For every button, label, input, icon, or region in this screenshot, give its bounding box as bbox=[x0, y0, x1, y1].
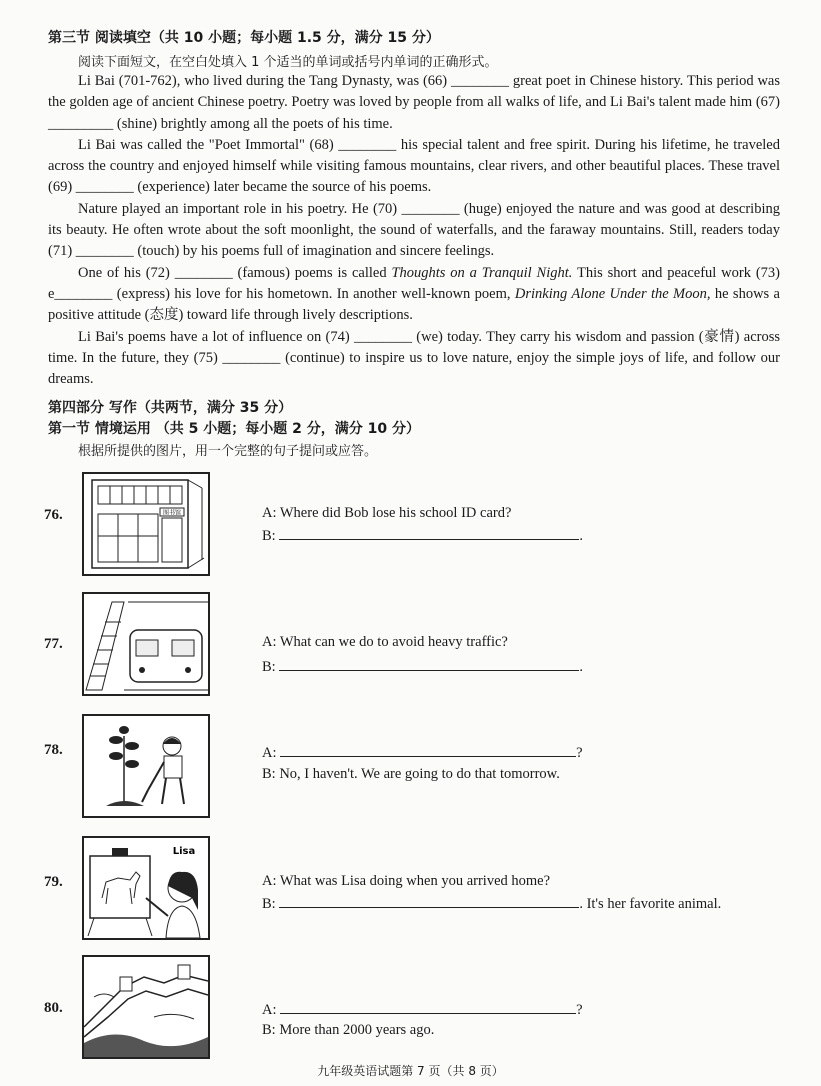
q80-line-b: B: More than 2000 years ago. bbox=[262, 1022, 435, 1038]
q80-line-a: A: ? bbox=[262, 1002, 583, 1018]
passage-paragraph-2: Li Bai was called the "Poet Immortal" (68) ________ his special talent and free spirit. During his lifetime, he traveled across the country and enjoyed himself while visiting famous mountains, clear rivers, and other beautiful places. These travel (69) ________ (experience) later became the source of his poems. bbox=[48, 136, 780, 196]
q79-line-a: A: What was Lisa doing when you arrived home? bbox=[262, 873, 551, 889]
passage-paragraph-5: Li Bai's poems have a lot of influence on (74) ________ (we) today. They carry his wisdom and passion (豪情) across time. In the future, they (75) ________ (continue) to inspire us to love nature, enjoy the simple joys of life, and follow our dreams. bbox=[48, 328, 780, 388]
question-number: 78. bbox=[44, 742, 63, 758]
answer-blank[interactable] bbox=[280, 744, 576, 757]
q78-line-a: A: ? bbox=[262, 745, 583, 761]
section3-instruction: 阅读下面短文，在空白处填入 1 个适当的单词或括号内单词的正确形式。 bbox=[78, 55, 498, 70]
question-number: 79. bbox=[44, 874, 63, 890]
q76-line-a: A: Where did Bob lose his school ID card? bbox=[262, 505, 512, 521]
subway-train-picture bbox=[82, 592, 210, 696]
q76-line-b: B: . bbox=[262, 528, 583, 544]
q78-line-b: B: No, I haven't. We are going to do that tomorrow. bbox=[262, 766, 560, 782]
q77-line-b: B: . bbox=[262, 659, 583, 675]
answer-blank[interactable] bbox=[279, 658, 579, 671]
part4-section1-title: 第一节 情境运用 （共 5 小题；每小题 2 分，满分 10 分） bbox=[48, 421, 420, 437]
tree-planting-picture bbox=[82, 714, 210, 818]
question-number: 77. bbox=[44, 636, 63, 652]
answer-blank[interactable] bbox=[279, 895, 579, 908]
part4-instruction: 根据所提供的图片，用一个完整的句子提问或应答。 bbox=[78, 444, 378, 459]
name-label: Lisa bbox=[172, 846, 196, 857]
q79-line-b: B: . It's her favorite animal. bbox=[262, 896, 722, 912]
passage-paragraph-4: One of his (72) ________ (famous) poems is called Thoughts on a Tranquil Night. This short and peaceful work (73) e________ (express) his love for his hometown. In another well-known poem, Drinking Alone Under the Moon, he shows a positive attitude (态度) toward life through lively descriptions. bbox=[48, 264, 780, 324]
question-number: 80. bbox=[44, 1000, 63, 1016]
reading-passage bbox=[48, 71, 780, 390]
painting-horse-picture bbox=[82, 836, 210, 940]
q77-line-a: A: What can we do to avoid heavy traffic? bbox=[262, 634, 508, 650]
answer-blank[interactable] bbox=[280, 1001, 576, 1014]
poem-title-1: Thoughts on a Tranquil Night. bbox=[391, 264, 573, 281]
answer-blank[interactable] bbox=[279, 527, 579, 540]
passage-paragraph-3: Nature played an important role in his poetry. He (70) ________ (huge) enjoyed the nature and was good at describing its beauty. He often wrote about the soft moonlight, the sound of waterfalls, and the faraway mountains. Still, readers today (71) ________ (touch) by his poems full of imagination and sincere feelings. bbox=[48, 200, 780, 260]
passage-paragraph-1: Li Bai (701-762), who lived during the Tang Dynasty, was (66) ________ great poet in Chinese history. This period was the golden age of ancient Chinese poetry. Poetry was loved by people from all walks of life, and Li Bai's talent made him (67) _________ (shine) brightly among all the poets of his time. bbox=[48, 73, 780, 132]
sign-text: 图书馆 bbox=[162, 509, 182, 517]
library-building-picture bbox=[82, 472, 210, 576]
poem-title-2: Drinking Alone Under the Moon, bbox=[514, 285, 711, 302]
part4-title: 第四部分 写作（共两节，满分 35 分） bbox=[48, 400, 293, 416]
section3-title: 第三节 阅读填空（共 10 小题；每小题 1.5 分，满分 15 分） bbox=[48, 30, 440, 46]
page-footer: 九年级英语试题第 7 页（共 8 页） bbox=[317, 1064, 504, 1078]
question-number: 76. bbox=[44, 507, 63, 523]
great-wall-picture bbox=[82, 955, 210, 1059]
